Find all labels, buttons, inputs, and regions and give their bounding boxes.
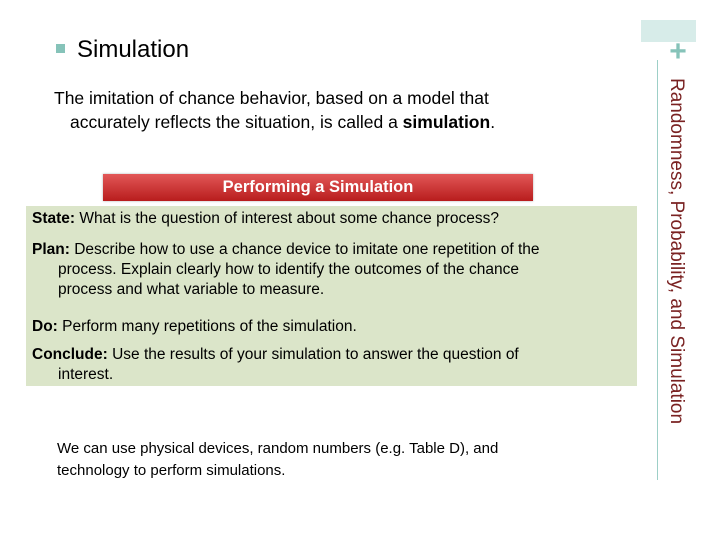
footer-line-1: We can use physical devices, random numbers (e.g. Table D), and: [57, 440, 499, 457]
definition-paragraph: [54, 86, 614, 134]
definition-term: simulation: [402, 112, 491, 132]
step-plan: [32, 240, 622, 300]
definition-line-2-text: accurately reflects the situation, is called a: [70, 112, 403, 132]
footer-note: [57, 438, 617, 482]
step-conclude-text-2: interest.: [58, 366, 114, 383]
step-conclude-text-1: Use the results of your simulation to answer the question of: [107, 346, 519, 363]
definition-line-2: [54, 110, 614, 134]
vertical-divider: [657, 60, 658, 480]
slide-heading: [56, 35, 189, 65]
heading-text: Simulation: [77, 36, 190, 63]
definition-line-1: The imitation of chance behavior, based on a model that: [54, 88, 489, 108]
performing-simulation-banner: Performing a Simulation: [103, 174, 533, 201]
chapter-side-title: Randomness, Probability, and Simulation: [666, 78, 687, 425]
definition-period: .: [490, 112, 496, 132]
footer-line-2: technology to perform simulations.: [57, 462, 286, 479]
step-conclude: [32, 345, 622, 385]
step-do: [32, 317, 622, 337]
step-plan-label: Plan:: [32, 241, 70, 258]
step-plan-text-1: Describe how to use a chance device to imitate one repetition of the: [69, 241, 540, 258]
step-conclude-label: Conclude:: [32, 346, 108, 363]
step-state-text: What is the question of interest about some chance process?: [75, 210, 499, 227]
step-plan-text-3: process and what variable to measure.: [58, 281, 325, 298]
square-bullet-icon: [56, 44, 65, 53]
step-state: [32, 209, 622, 229]
step-do-label: Do:: [32, 318, 58, 335]
step-state-label: State:: [32, 210, 76, 227]
step-plan-text-2: process. Explain clearly how to identify the outcomes of the chance: [58, 261, 519, 278]
four-step-box: [26, 206, 637, 386]
plus-logo: +: [669, 35, 687, 68]
step-do-text: Perform many repetitions of the simulation.: [57, 318, 357, 335]
